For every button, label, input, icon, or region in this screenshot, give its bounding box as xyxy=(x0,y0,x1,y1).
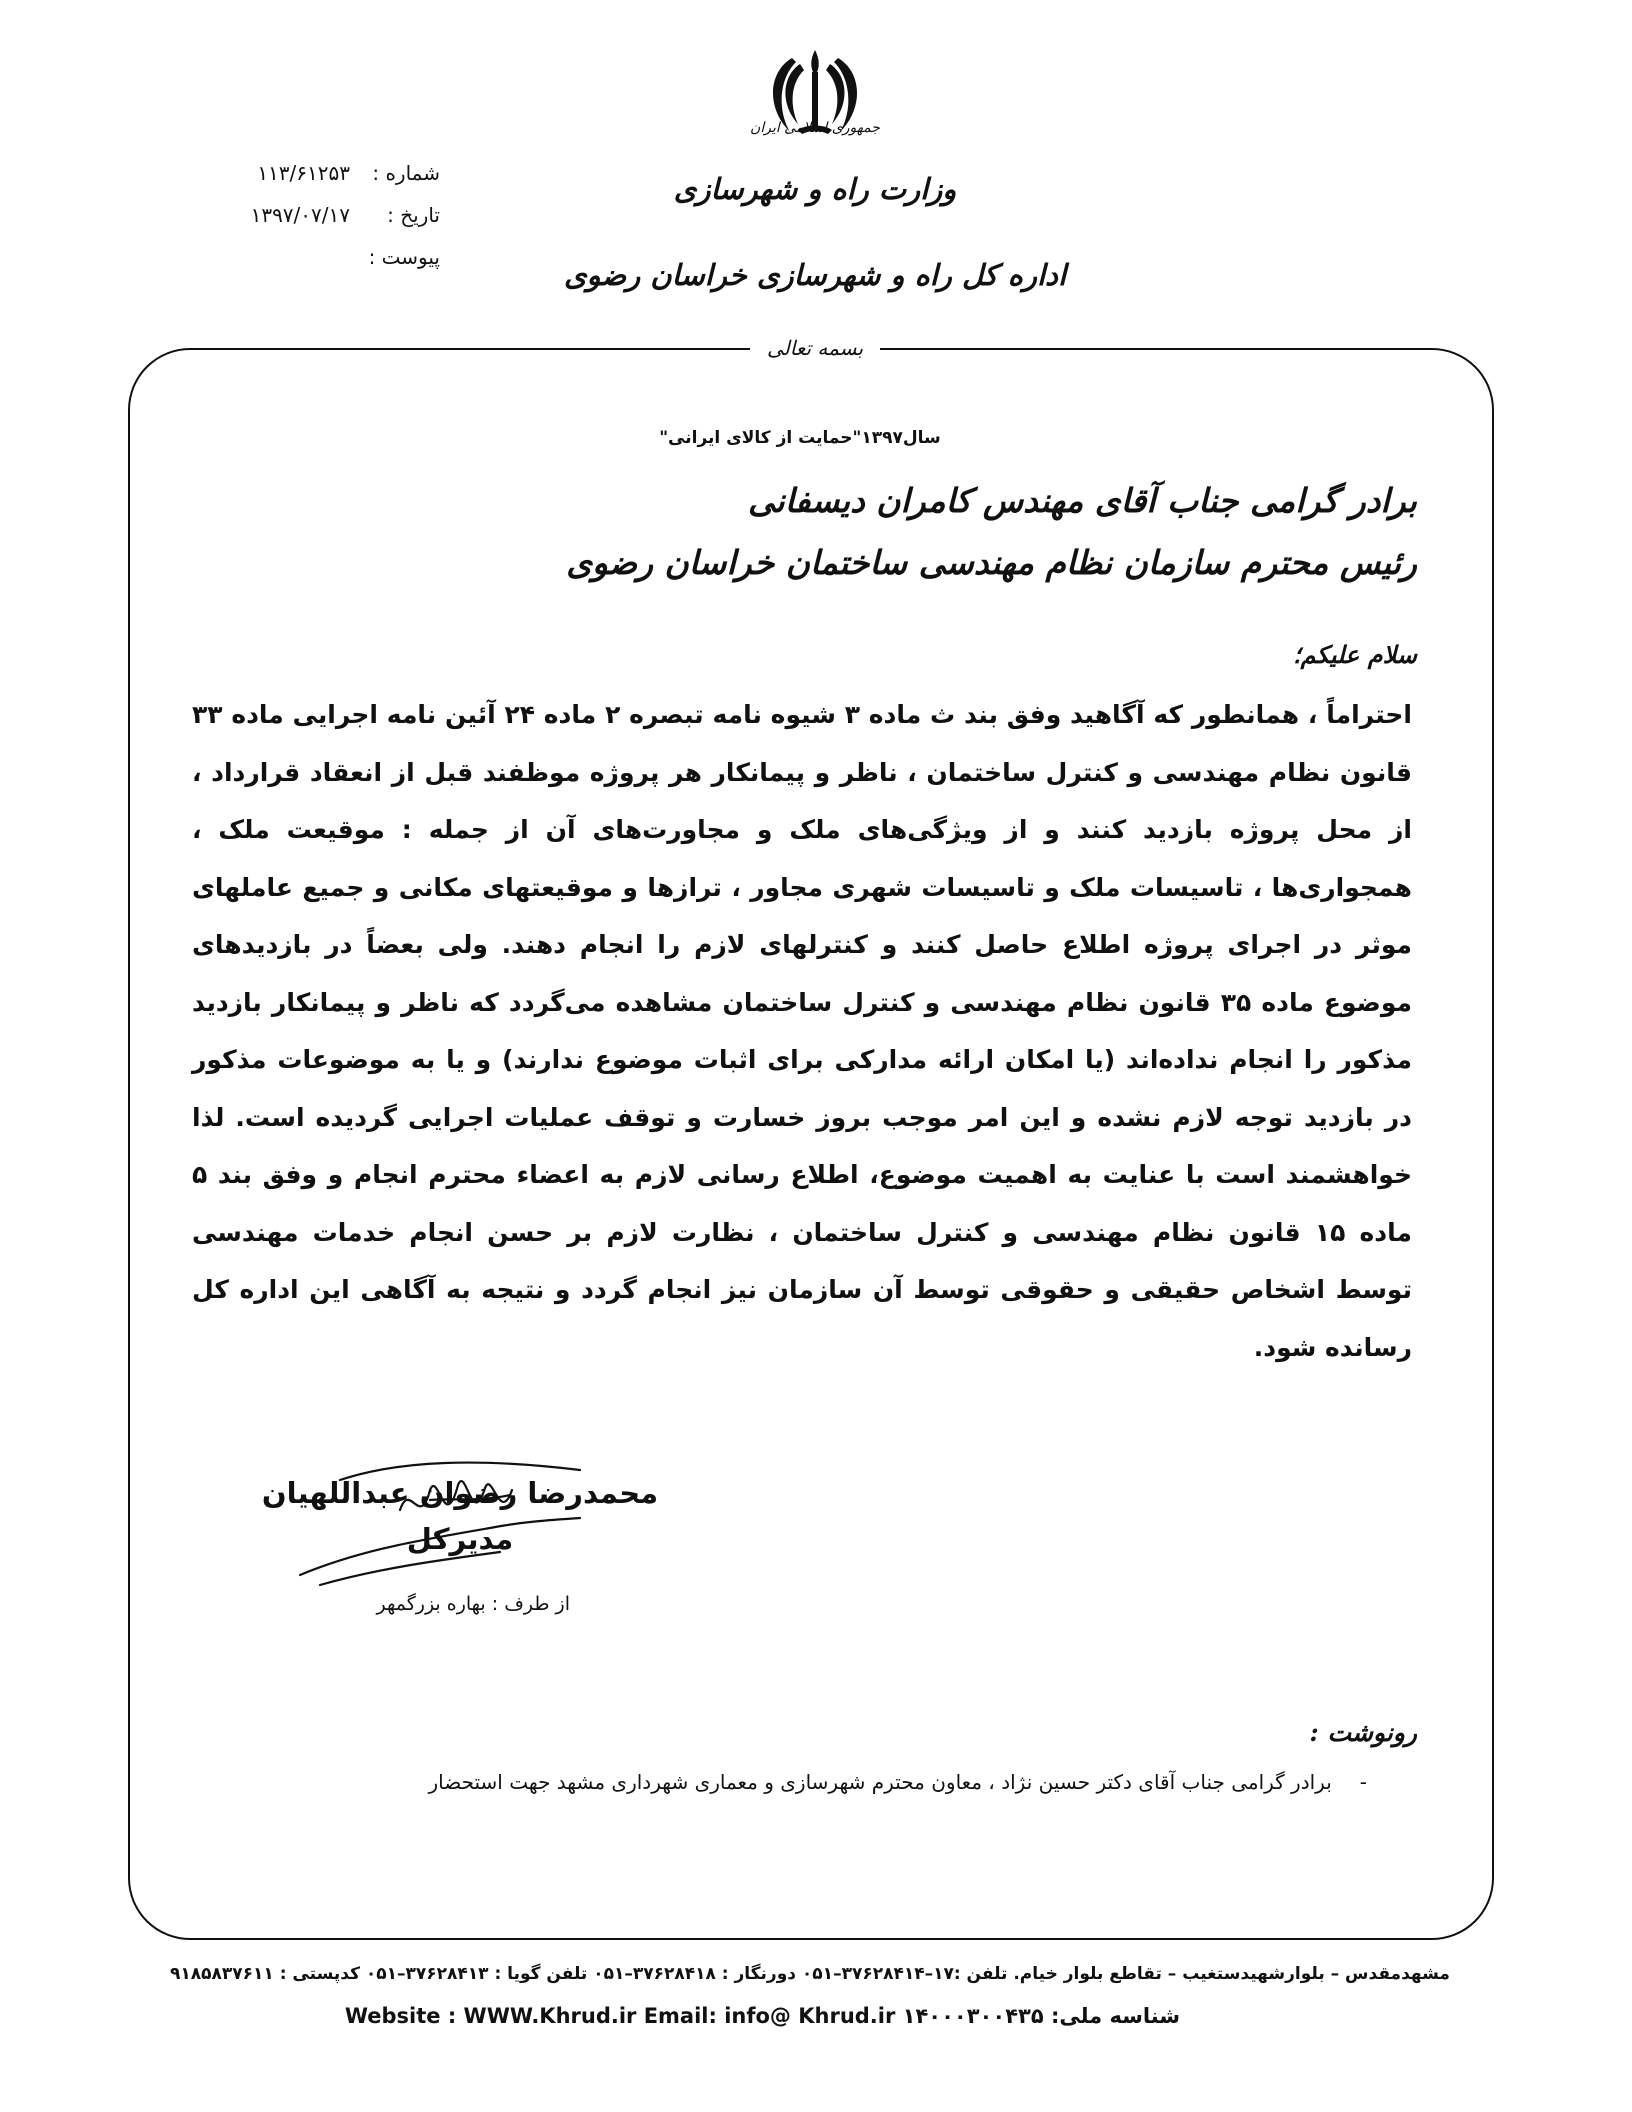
footer-contact: شناسه ملی: ۱۴۰۰۰۳۰۰۴۳۵ Website : WWW.Khrud.ir Email: info@ Khrud.ir xyxy=(344,2004,1180,2028)
cc-heading: رونوشت : xyxy=(1309,1718,1417,1747)
year-slogan: سال۱۳۹۷"حمایت از کالای ایرانی" xyxy=(659,428,941,448)
meta-number-row xyxy=(200,152,440,194)
addressee xyxy=(417,470,1417,594)
footer-address: مشهدمقدس – بلوارشهیدستغیب – تقاطع بلوار خیام. تلفن :۱۷–۳۷۶۲۸۴۱۴–۰۵۱ دورنگار : ۳۷۶۲۸۴۱۸–۰۵۱ تلفن گویا : ۳۷۶۲۸۴۱۳–۰۵۱ کدپستی : ۹۱۸۵۸۳۷۶۱۱ xyxy=(170,1964,1450,1984)
cc-dash: - xyxy=(1359,1770,1367,1794)
number-value: ۱۱۳/۶۱۲۵۳ xyxy=(257,161,350,185)
signatory-title: مدیرکل xyxy=(406,1522,514,1556)
date-value: ۱۳۹۷/۰۷/۱۷ xyxy=(250,203,350,227)
directorate-title: اداره کل راه و شهرسازی خراسان رضوی xyxy=(563,258,1067,292)
letter-body: احتراماً ، همانطور که آگاهید وفق بند ث ماده ۳ شیوه نامه تبصره ۲ ماده ۲۴ آئین نامه اجرایی ماده ۳۳ قانون نظام مهندسی و کنترل ساختمان ، ناظر و پیمانکار هر پروژه موظفند قبل از انعقاد قرارداد ، از محل پروژه بازدید کنند و از ویژگی‌های ملک و مجاورت‌های آن از جمله : موقیعت ملک ، همجواری‌ها ، تاسیسات ملک و تاسیسات شهری مجاور ، ترازها و موقیعتهای مکانی و جمیع عاملهای موثر در اجرای پروژه اطلاع حاصل کنند و کنترلهای لازم را انجام دهند. ولی بعضاً در بازدیدهای موضوع ماده ۳۵ قانون نظام مهندسی و کنترل ساختمان مشاهده می‌گردد که ناظر و پیمانکار بازدید مذکور را انجام نداده‌اند (یا امکان ارائه مدارکی برای اثبات موضوع ندارند) و یا به موضوعات مذکور در بازدید توجه لازم نشده و این امر موجب بروز خسارت و توقف عملیات اجرایی گردیده است. لذا خواهشمند است با عنایت به اهمیت موضوع، اطلاع رسانی لازم به اعضاء محترم انجام و وفق بند ۵ ماده ۱۵ قانون نظام مهندسی و کنترل ساختمان ، نظارت لازم بر حسن انجام خدمات مهندسی توسط اشخاص حقیقی و حقوقی توسط آن سازمان نیز انجام گردد و نتیجه به آگاهی این اداره کل رسانده شود. xyxy=(192,700,1412,1362)
cc-recipient: برادر گرامی جناب آقای دکتر حسین نژاد ، معاون محترم شهرسازی و معماری شهرداری مشهد جهت استحضار xyxy=(428,1770,1332,1794)
letter-meta xyxy=(200,152,440,278)
emblem-caption: جمهوری اسلامی ایران xyxy=(750,120,880,136)
date-label: تاریخ : xyxy=(387,203,440,227)
emblem-icon xyxy=(740,42,890,162)
signatory-name: محمدرضا رضوان عبداللهیان xyxy=(261,1476,659,1510)
meta-date-row xyxy=(200,194,440,236)
ministry-title: وزارت راه و شهرسازی xyxy=(673,172,957,206)
cc-item xyxy=(317,1770,1367,1794)
addressee-line-1: برادر گرامی جناب آقای مهندس کامران دیسفانی xyxy=(748,481,1417,520)
addressee-line-2: رئیس محترم سازمان نظام مهندسی ساختمان خراسان رضوی xyxy=(566,543,1417,582)
number-label: شماره : xyxy=(372,161,440,185)
meta-attachment-row xyxy=(200,236,440,278)
signed-by: از طرف : بهاره بزرگمهر xyxy=(376,1593,570,1615)
attachment-label: پیوست : xyxy=(368,245,440,269)
bismillah: بسمه تعالی xyxy=(766,336,864,360)
handwritten-signature-icon xyxy=(280,1440,640,1610)
greeting: سلام علیکم؛ xyxy=(1292,640,1417,669)
